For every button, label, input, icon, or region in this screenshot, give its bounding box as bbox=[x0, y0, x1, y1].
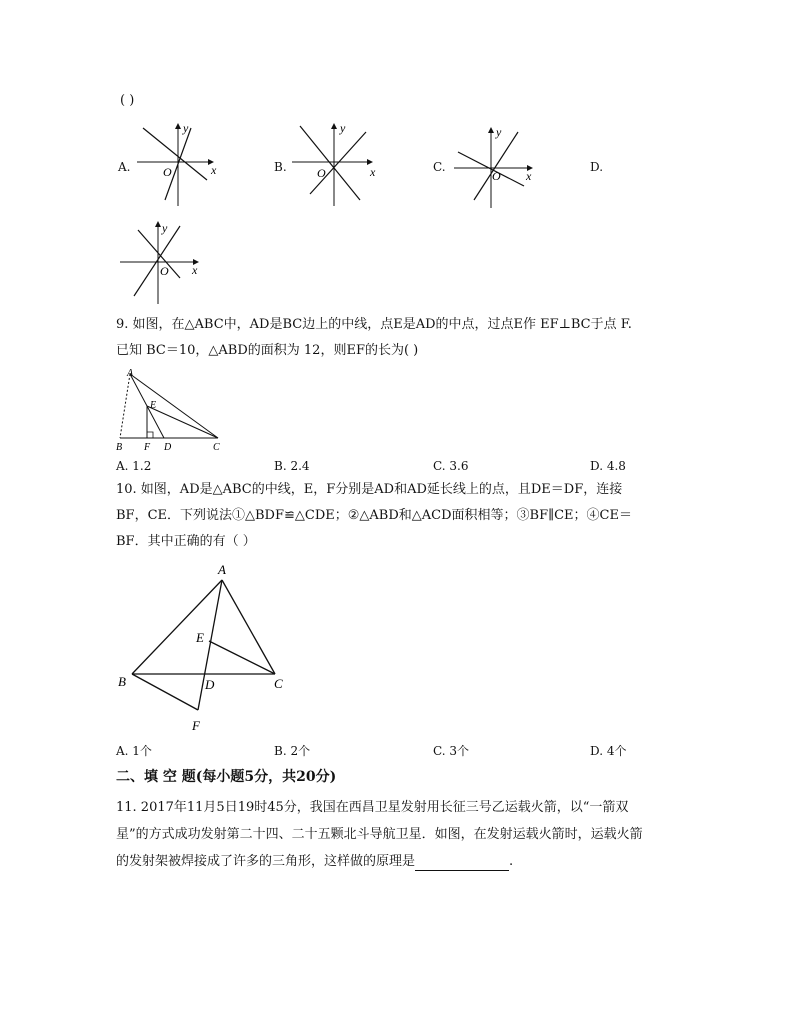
q8-graph-b bbox=[290, 118, 385, 210]
q8-option-b-label: B. bbox=[274, 160, 287, 174]
q8-graph-d bbox=[118, 218, 208, 306]
q9-option-a: A. 1.2 bbox=[116, 459, 152, 473]
q8-option-d-label: D. bbox=[590, 160, 604, 174]
q10-label-a: A bbox=[218, 562, 226, 577]
q11-stem-line3-end: . bbox=[509, 854, 514, 869]
q8-d-x-label: x bbox=[192, 263, 198, 277]
q8-c-origin-label: O bbox=[492, 169, 501, 183]
q10-stem-line3: BF．其中正确的有（ ） bbox=[116, 534, 256, 549]
q10-option-a: A. 1个 bbox=[116, 744, 152, 758]
q11-stem-line2: 星”的方式成功发射第二十四、二十五颗北斗导航卫星．如图，在发射运载火箭时，运载火箭 bbox=[116, 827, 643, 842]
q10-stem-line1: 10. 如图，AD是△ABC的中线，E，F分别是AD和AD延长线上的点，且DE＝DF，连接 bbox=[116, 482, 623, 497]
q9-label-e: E bbox=[150, 400, 157, 411]
q11-stem-line1: 11. 2017年11月5日19时45分，我国在西昌卫星发射用长征三号乙运载火箭，以“一箭双 bbox=[116, 800, 629, 815]
q8-d-origin-label: O bbox=[160, 264, 169, 278]
q8-a-origin-label: O bbox=[163, 165, 172, 179]
section-heading-fill-blank: 二、填 空 题(每小题5分，共20分) bbox=[116, 769, 337, 785]
q8-option-a-label: A. bbox=[118, 160, 131, 174]
q8-option-c-label: C. bbox=[433, 160, 446, 174]
q8-c-y-label: y bbox=[496, 125, 502, 139]
q8-d-y-label: y bbox=[162, 221, 168, 235]
q8-b-x-label: x bbox=[370, 165, 376, 179]
q10-label-f: F bbox=[192, 718, 200, 733]
q11-answer-blank[interactable] bbox=[415, 856, 509, 871]
q9-label-d: D bbox=[164, 442, 172, 453]
q10-label-e: E bbox=[196, 630, 204, 645]
q9-label-a: A bbox=[127, 368, 134, 379]
q8-c-x-label: x bbox=[526, 169, 532, 183]
q9-option-b: B. 2.4 bbox=[274, 459, 310, 473]
q8-graph-a bbox=[135, 118, 225, 210]
q8-graph-c bbox=[452, 122, 547, 210]
q8-a-x-label: x bbox=[211, 163, 217, 177]
q10-label-b: B bbox=[118, 674, 126, 689]
q9-option-c: C. 3.6 bbox=[433, 459, 469, 473]
q9-label-f: F bbox=[144, 442, 151, 453]
q10-option-c: C. 3个 bbox=[433, 744, 470, 758]
q8-b-origin-label: O bbox=[317, 166, 326, 180]
q9-label-c: C bbox=[213, 442, 220, 453]
q9-stem-line1: 9. 如图，在△ABC中，AD是BC边上的中线，点E是AD的中点，过点E作 EF⊥BC于点 F. bbox=[116, 317, 632, 332]
q10-option-d: D. 4个 bbox=[590, 744, 627, 758]
q10-label-d: D bbox=[205, 677, 215, 692]
q10-label-c: C bbox=[274, 676, 283, 691]
q9-stem-line2: 已知 BC＝10，△ABD的面积为 12，则EF的长为( ) bbox=[116, 343, 419, 358]
q11-stem-line3-text: 的发射架被焊接成了许多的三角形，这样做的原理是 bbox=[116, 854, 416, 869]
q8-b-y-label: y bbox=[340, 121, 346, 135]
q9-triangle-figure bbox=[112, 366, 232, 454]
q8-answer-paren: ( ) bbox=[120, 93, 135, 108]
q8-a-y-label: y bbox=[183, 121, 189, 135]
q11-stem-line3 bbox=[116, 853, 513, 871]
q10-triangle-figure bbox=[112, 558, 297, 738]
q9-option-d: D. 4.8 bbox=[590, 459, 626, 473]
q10-option-b: B. 2个 bbox=[274, 744, 311, 758]
q9-label-b: B bbox=[116, 442, 123, 453]
q10-stem-line2: BF，CE．下列说法①△BDF≌△CDE；②△ABD和△ACD面积相等；③BF∥CE；④CE＝ bbox=[116, 508, 632, 523]
